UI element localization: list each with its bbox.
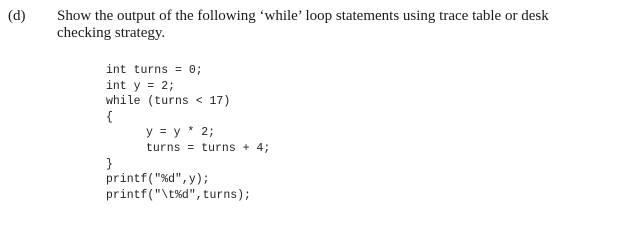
code-line: while (turns < 17) — [106, 95, 231, 109]
code-line: int y = 2; — [106, 79, 176, 93]
code-line: } — [106, 157, 113, 171]
question-line-1: Show the output of the following ‘while’ loop statements using trace table or desk — [57, 8, 549, 24]
code-line: printf("\t%d",turns); — [106, 188, 251, 202]
question-label: (d) — [8, 8, 26, 24]
code-line: printf("%d",y); — [106, 173, 210, 187]
code-line: { — [106, 110, 113, 124]
code-block — [106, 63, 270, 203]
question-line-2: checking strategy. — [57, 25, 166, 41]
question-text — [57, 8, 617, 42]
code-line: int turns = 0; — [106, 64, 203, 77]
code-line: y = y * 2; — [146, 126, 216, 140]
code-line: turns = turns + 4; — [146, 141, 271, 155]
